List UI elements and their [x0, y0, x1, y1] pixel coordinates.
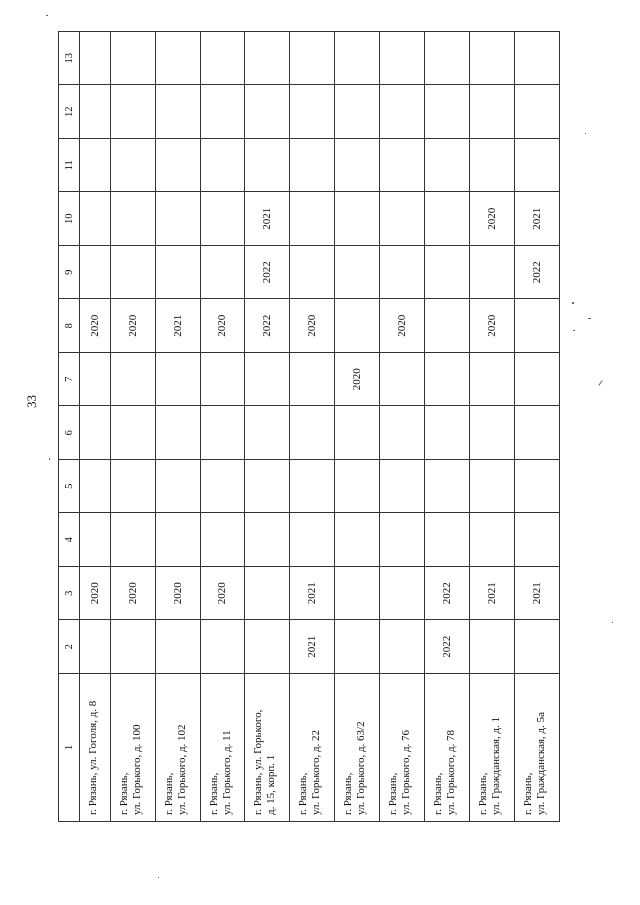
year-cell	[245, 567, 290, 621]
year-cell: 2020	[80, 299, 111, 353]
year-cell	[425, 460, 470, 514]
year-cell	[110, 139, 155, 193]
year-cell	[380, 620, 425, 674]
year-cell: 2020	[200, 299, 245, 353]
column-header: 3	[59, 567, 80, 621]
year-cell	[245, 85, 290, 139]
year-cell	[514, 620, 559, 674]
year-cell: 2022	[425, 620, 470, 674]
year-cell	[514, 299, 559, 353]
address-cell: г. Рязань, ул. Горького, д. 22	[290, 674, 335, 822]
year-cell	[425, 406, 470, 460]
year-cell	[155, 192, 200, 246]
year-cell	[155, 513, 200, 567]
year-cell	[80, 460, 111, 514]
year-cell	[335, 85, 380, 139]
year-cell	[155, 139, 200, 193]
table-row	[110, 32, 155, 822]
year-cell	[110, 353, 155, 407]
year-cell	[335, 299, 380, 353]
year-cell: 2020	[110, 567, 155, 621]
year-cell	[155, 246, 200, 300]
year-cell	[200, 32, 245, 86]
year-cell	[200, 246, 245, 300]
table-row	[425, 32, 470, 822]
table-row	[290, 32, 335, 822]
year-cell	[200, 192, 245, 246]
year-cell	[335, 567, 380, 621]
column-header: 10	[59, 192, 80, 246]
table-row	[80, 32, 111, 822]
year-cell	[290, 460, 335, 514]
year-cell: 2021	[245, 192, 290, 246]
year-cell	[155, 406, 200, 460]
scan-speck	[588, 318, 591, 319]
year-cell	[155, 620, 200, 674]
year-cell	[380, 513, 425, 567]
year-cell: 2021	[514, 192, 559, 246]
table-row	[380, 32, 425, 822]
year-cell: 2020	[335, 353, 380, 407]
column-header: 7	[59, 353, 80, 407]
year-cell	[290, 246, 335, 300]
year-cell	[425, 85, 470, 139]
year-cell	[380, 406, 425, 460]
year-cell	[425, 246, 470, 300]
year-cell	[425, 139, 470, 193]
address-cell: г. Рязань, ул. Горького, д. 78	[425, 674, 470, 822]
table-body	[80, 32, 560, 822]
address-cell: г. Рязань, ул. Горького, д. 11	[200, 674, 245, 822]
year-cell	[290, 353, 335, 407]
address-cell: г. Рязань, ул. Гоголя, д. 8	[80, 674, 111, 822]
year-cell	[80, 85, 111, 139]
year-cell	[155, 32, 200, 86]
year-cell	[514, 353, 559, 407]
column-header: 13	[59, 32, 80, 86]
year-cell: 2021	[290, 567, 335, 621]
year-cell	[514, 85, 559, 139]
year-cell	[110, 513, 155, 567]
year-cell	[110, 460, 155, 514]
year-cell	[425, 192, 470, 246]
year-cell	[470, 460, 515, 514]
column-header: 1	[59, 674, 80, 822]
year-cell	[335, 620, 380, 674]
year-cell	[514, 32, 559, 86]
year-cell	[470, 246, 515, 300]
schedule-table	[58, 31, 560, 822]
year-cell	[514, 460, 559, 514]
year-cell	[425, 513, 470, 567]
address-cell: г. Рязань, ул. Горького, д. 76	[380, 674, 425, 822]
table-row	[335, 32, 380, 822]
scan-speck	[49, 458, 50, 460]
year-cell: 2022	[245, 246, 290, 300]
year-cell: 2021	[155, 299, 200, 353]
year-cell	[380, 353, 425, 407]
year-cell: 2020	[290, 299, 335, 353]
year-cell	[380, 85, 425, 139]
year-cell	[80, 353, 111, 407]
year-cell	[200, 139, 245, 193]
year-cell	[470, 353, 515, 407]
header-row	[59, 32, 80, 822]
year-cell	[290, 192, 335, 246]
year-cell	[514, 513, 559, 567]
column-header: 4	[59, 513, 80, 567]
year-cell	[335, 246, 380, 300]
year-cell	[200, 85, 245, 139]
year-cell	[110, 192, 155, 246]
column-header: 5	[59, 460, 80, 514]
year-cell	[335, 513, 380, 567]
year-cell	[200, 353, 245, 407]
table-row	[200, 32, 245, 822]
year-cell: 2021	[514, 567, 559, 621]
year-cell	[380, 460, 425, 514]
page-number: 33	[24, 395, 39, 408]
scan-speck	[585, 133, 586, 134]
year-cell: 2020	[155, 567, 200, 621]
year-cell	[470, 85, 515, 139]
year-cell	[335, 192, 380, 246]
year-cell	[110, 620, 155, 674]
year-cell	[200, 460, 245, 514]
year-cell	[80, 139, 111, 193]
year-cell	[80, 192, 111, 246]
year-cell	[200, 620, 245, 674]
year-cell	[335, 32, 380, 86]
year-cell	[245, 460, 290, 514]
address-cell: г. Рязань, ул. Гражданская, д. 5а	[514, 674, 559, 822]
year-cell	[380, 567, 425, 621]
year-cell	[380, 192, 425, 246]
year-cell	[200, 513, 245, 567]
scan-speck	[598, 380, 602, 385]
year-cell	[110, 32, 155, 86]
year-cell	[290, 85, 335, 139]
year-cell: 2020	[200, 567, 245, 621]
year-cell	[80, 246, 111, 300]
address-cell: г. Рязань, ул. Гражданская, д. 1	[470, 674, 515, 822]
year-cell	[80, 406, 111, 460]
year-cell	[245, 513, 290, 567]
column-header: 2	[59, 620, 80, 674]
year-cell	[245, 32, 290, 86]
scan-speck	[46, 15, 48, 16]
scan-speck	[158, 877, 159, 878]
table-row	[245, 32, 290, 822]
year-cell	[470, 32, 515, 86]
year-cell	[380, 32, 425, 86]
year-cell	[245, 353, 290, 407]
year-cell: 2020	[470, 299, 515, 353]
year-cell	[425, 299, 470, 353]
year-cell	[110, 406, 155, 460]
scan-speck	[572, 302, 574, 304]
address-cell: г. Рязань, ул. Горького, д. 100	[110, 674, 155, 822]
year-cell	[470, 139, 515, 193]
year-cell	[380, 139, 425, 193]
year-cell	[290, 513, 335, 567]
year-cell	[425, 32, 470, 86]
table-row	[155, 32, 200, 822]
address-cell: г. Рязань, ул. Горького, д. 102	[155, 674, 200, 822]
year-cell	[470, 513, 515, 567]
year-cell	[335, 406, 380, 460]
year-cell	[335, 460, 380, 514]
year-cell: 2020	[380, 299, 425, 353]
year-cell: 2020	[110, 299, 155, 353]
address-cell: г. Рязань, ул. Горького, д. 63/2	[335, 674, 380, 822]
year-cell	[80, 513, 111, 567]
year-cell: 2021	[470, 567, 515, 621]
year-cell	[155, 85, 200, 139]
column-header: 11	[59, 139, 80, 193]
year-cell: 2020	[80, 567, 111, 621]
year-cell	[155, 460, 200, 514]
year-cell	[470, 620, 515, 674]
year-cell	[380, 246, 425, 300]
year-cell: 2022	[245, 299, 290, 353]
column-header: 9	[59, 246, 80, 300]
year-cell	[110, 246, 155, 300]
year-cell	[200, 406, 245, 460]
year-cell: 2022	[514, 246, 559, 300]
scan-speck	[612, 622, 613, 623]
year-cell	[290, 406, 335, 460]
year-cell	[245, 620, 290, 674]
year-cell: 2022	[425, 567, 470, 621]
column-header: 8	[59, 299, 80, 353]
year-cell	[80, 620, 111, 674]
year-cell	[245, 406, 290, 460]
scan-speck	[573, 330, 575, 331]
year-cell	[425, 353, 470, 407]
table-row	[514, 32, 559, 822]
year-cell	[110, 85, 155, 139]
address-cell: г. Рязань, ул. Горького, д. 15, корп. 1	[245, 674, 290, 822]
year-cell	[290, 139, 335, 193]
year-cell	[80, 32, 111, 86]
year-cell: 2021	[290, 620, 335, 674]
column-header: 6	[59, 406, 80, 460]
column-header: 12	[59, 85, 80, 139]
year-cell	[155, 353, 200, 407]
schedule-table-rotated	[58, 32, 560, 822]
year-cell	[514, 139, 559, 193]
year-cell	[470, 406, 515, 460]
year-cell	[335, 139, 380, 193]
year-cell	[514, 406, 559, 460]
table-row	[470, 32, 515, 822]
year-cell	[290, 32, 335, 86]
year-cell: 2020	[470, 192, 515, 246]
year-cell	[245, 139, 290, 193]
